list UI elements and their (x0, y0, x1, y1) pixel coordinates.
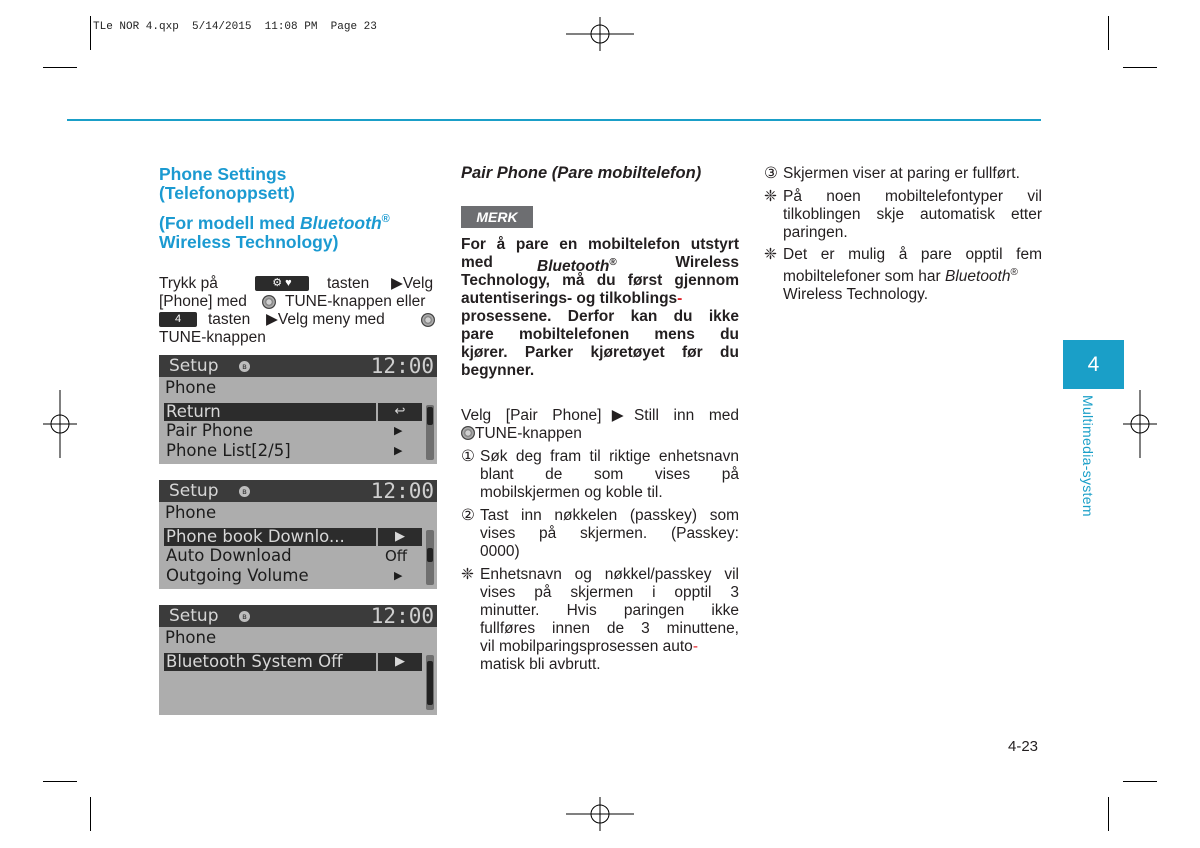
lcd-title: Setup (169, 356, 219, 376)
lcd-selected-item: Phone book Downlo... (164, 528, 376, 546)
registration-mark-left (43, 390, 77, 458)
section-subheading: (For modell med Bluetooth® Wireless Technology) (159, 212, 390, 252)
lcd-screen (159, 605, 437, 715)
lcd-screen (159, 355, 437, 464)
chapter-side-label: Multimedia-system (1080, 395, 1096, 517)
lcd-title: Setup (169, 606, 219, 626)
registration-mark-bottom (566, 797, 634, 831)
heading-line: Phone Settings (159, 164, 287, 184)
subsection-heading: Pair Phone (Pare mobiltelefon) (461, 164, 702, 182)
page-number: 4-23 (1008, 738, 1039, 755)
scroll-thumb (427, 407, 433, 425)
scroll-thumb (427, 661, 433, 705)
tune-knob-icon (421, 313, 435, 327)
lcd-menu-item: Auto Download (166, 546, 292, 565)
lcd-scrollbar (426, 655, 434, 710)
lcd-clock: 12:00 (370, 605, 434, 628)
arrow-right-icon: ▶ (394, 424, 403, 437)
lcd-scrollbar (426, 530, 434, 585)
crop-mark (1108, 16, 1109, 50)
lcd-clock: 12:00 (370, 355, 434, 378)
arrow-right-icon: ▶ (394, 569, 403, 582)
section-heading (159, 165, 439, 203)
note-item: ❈ Det er mulig å pare opptil fem mobiltelefoner som har Bluetooth® Wireless Technology. (764, 246, 1042, 304)
lcd-clock: 12:00 (370, 480, 434, 503)
lcd-section-label: Phone (165, 628, 217, 647)
arrow-right-icon: ▶ (394, 444, 403, 457)
scroll-thumb (427, 548, 433, 562)
arrow-right-icon: ▶ (378, 653, 422, 671)
lcd-menu-item: Pair Phone (166, 421, 254, 440)
bluetooth-icon: ʙ (239, 611, 250, 622)
lcd-value: Off (385, 547, 408, 565)
note-item: ❈ På noen mobiltelefontyper vil tilkoblingen skje automatisk etter paringen. (764, 188, 1042, 241)
lcd-selected-item: Return (164, 403, 376, 421)
lcd-screen (159, 480, 437, 589)
bluetooth-icon: ʙ (239, 486, 250, 497)
bluetooth-icon: ʙ (239, 361, 250, 372)
lcd-selected-item: Bluetooth System Off (164, 653, 376, 671)
tune-knob-icon (262, 295, 276, 309)
step-item: ② Tast inn nøkkelen (passkey) som vises på skjermen. (Passkey: 0000) (461, 507, 739, 560)
instruction: Velg [Pair Phone]▶Still inn med TUNE-knappen (461, 407, 739, 442)
note-item: ❈ Enhetsnavn og nøkkel/passkey vil vises på skjermen i opptil 3 minutter. Hvis paringen ikke fullføres innen de 3 minuttene, vil mobilparingsprosessen auto- matisk bli avbrutt. (461, 566, 739, 673)
crop-mark (1123, 781, 1157, 782)
heading-line: (Telefonoppsett) (159, 183, 295, 203)
crop-mark (43, 67, 77, 68)
setup-key-icon: ⚙ ♥ (255, 276, 309, 291)
note-paragraph: For å pare en mobiltelefon utstyrt med Bluetooth® Wireless Technology, må du først gjennom autentiserings- og tilkoblings- prosessene. Derfor kan du ikke pare mobiltelefonen mens du kjører. Parker kjøretøyet før du begynner. (461, 236, 739, 379)
chapter-tab: 4 (1063, 340, 1124, 389)
crop-mark (43, 781, 77, 782)
crop-mark (1108, 797, 1109, 831)
step-item: ① Søk deg fram til riktige enhetsnavn blant de som vises på mobilskjermen og koble til. (461, 448, 739, 501)
tune-knob-icon (461, 426, 475, 440)
intro-paragraph: Trykk på ⚙ ♥ tasten ▶Velg [Phone] med TUNE-knappen eller 4 tasten ▶Velg meny med TUNE-knappen (159, 275, 434, 346)
registration-mark-right (1123, 390, 1157, 458)
step-item: ③ Skjermen viser at paring er fullført. (764, 165, 1020, 182)
return-icon: ↩ (378, 403, 422, 421)
crop-mark (90, 797, 91, 831)
note-label: MERK (461, 206, 533, 228)
registration-mark-top (566, 17, 634, 51)
lcd-menu-item: Outgoing Volume (166, 566, 309, 585)
lcd-section-label: Phone (165, 503, 217, 522)
lcd-menu-item: Phone List[2/5] (166, 441, 291, 460)
print-header: TLe NOR 4.qxp 5/14/2015 11:08 PM Page 23 (93, 21, 377, 33)
crop-mark (90, 16, 91, 50)
lcd-scrollbar (426, 405, 434, 460)
lcd-title: Setup (169, 481, 219, 501)
crop-mark (1123, 67, 1157, 68)
lcd-section-label: Phone (165, 378, 217, 397)
header-rule (67, 119, 1041, 121)
arrow-right-icon: ▶ (378, 528, 422, 546)
key-4-icon: 4 (159, 312, 197, 327)
